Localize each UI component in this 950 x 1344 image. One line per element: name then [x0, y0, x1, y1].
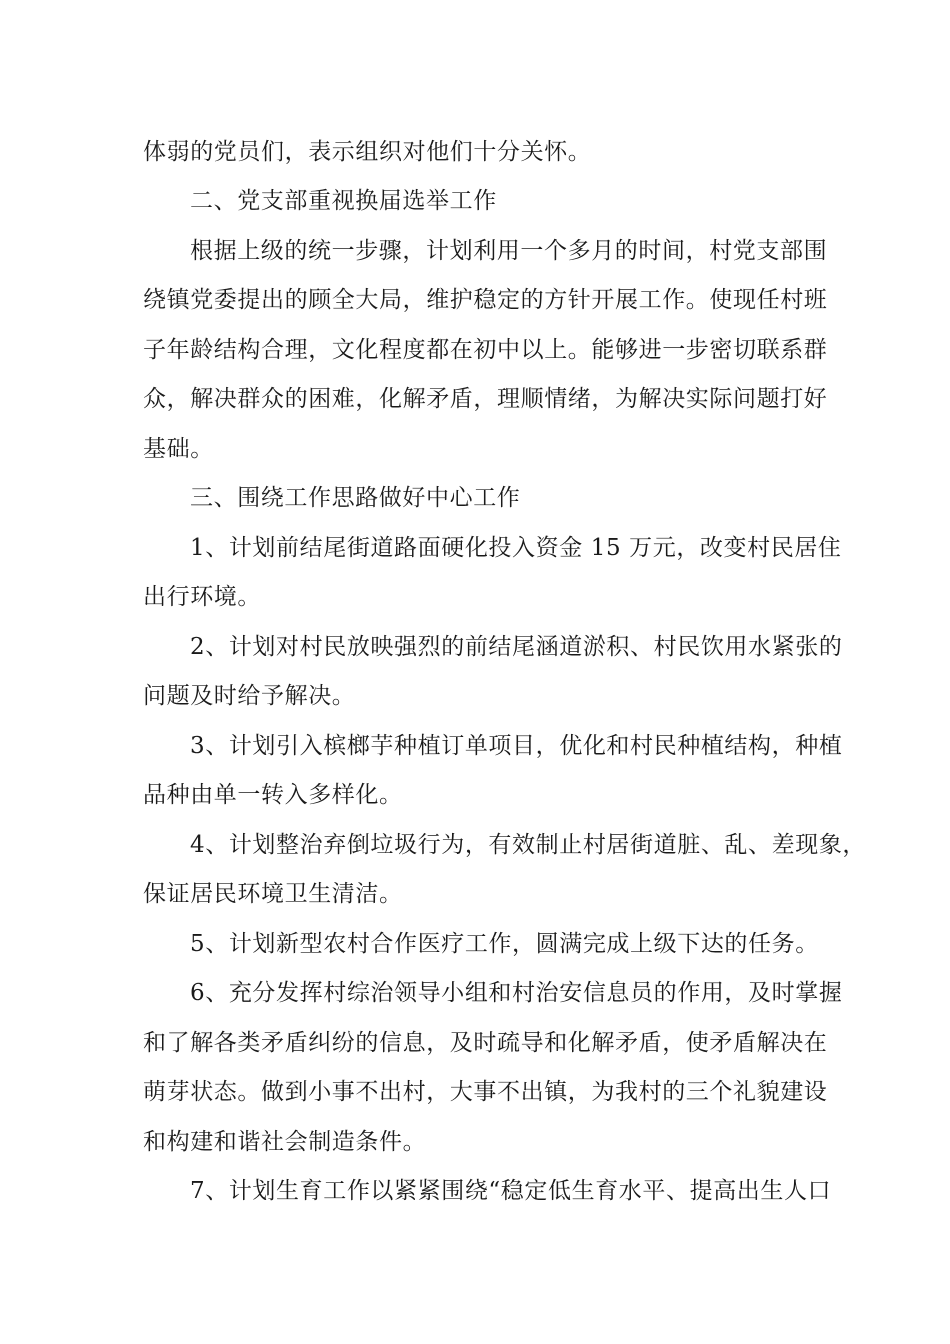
- section-heading: 二、党支部重视换届选举工作: [190, 188, 497, 214]
- list-item: 4、计划整治弃倒垃圾行为，有效制止村居街道脏、乱、差现象，: [190, 832, 867, 858]
- text-line: 萌芽状态。做到小事不出村，大事不出镇，为我村的三个礼貌建设: [143, 1079, 828, 1105]
- section-heading: 三、围绕工作思路做好中心工作: [190, 485, 521, 511]
- list-item: 6、充分发挥村综治领导小组和村治安信息员的作用，及时掌握: [190, 980, 843, 1006]
- list-item: 7、计划生育工作以紧紧围绕“稳定低生育水平、提高出生人口: [190, 1178, 832, 1204]
- text-line: 出行环境。: [143, 584, 261, 610]
- text-line: 和了解各类矛盾纠纷的信息，及时疏导和化解矛盾，使矛盾解决在: [143, 1030, 828, 1056]
- text-line: 和构建和谐社会制造条件。: [143, 1129, 427, 1155]
- text-line: 体弱的党员们，表示组织对他们十分关怀。: [143, 139, 592, 165]
- text-line: 基础。: [143, 436, 214, 462]
- list-item: 2、计划对村民放映强烈的前结尾涵道淤积、村民饮用水紧张的: [190, 634, 843, 660]
- text-line: 品种由单一转入多样化。: [143, 782, 403, 808]
- text-line: 子年龄结构合理，文化程度都在初中以上。能够进一步密切联系群: [143, 337, 828, 363]
- text-line: 众，解决群众的困难，化解矛盾，理顺情绪，为解决实际问题打好: [143, 386, 828, 412]
- list-item: 5、计划新型农村合作医疗工作，圆满完成上级下达的任务。: [190, 931, 819, 957]
- text-line: 绕镇党委提出的顾全大局，维护稳定的方针开展工作。使现任村班: [143, 287, 828, 313]
- list-item: 3、计划引入槟榔芋种植订单项目，优化和村民种植结构，种植: [190, 733, 843, 759]
- text-line: 根据上级的统一步骤，计划利用一个多月的时间，村党支部围: [190, 238, 828, 264]
- list-item: 1、计划前结尾街道路面硬化投入资金 15 万元，改变村民居住: [190, 535, 842, 561]
- text-line: 问题及时给予解决。: [143, 683, 356, 709]
- text-line: 保证居民环境卫生清洁。: [143, 881, 403, 907]
